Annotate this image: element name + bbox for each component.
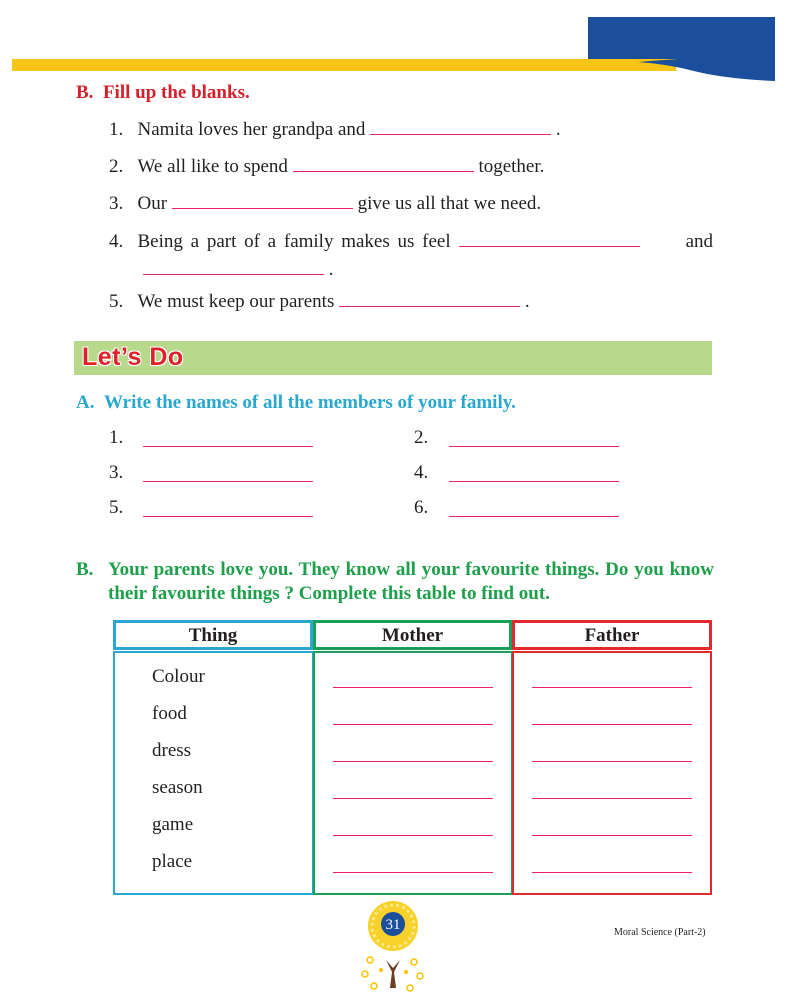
mother-answer-blank[interactable] bbox=[333, 872, 493, 873]
page-number-badge bbox=[356, 900, 432, 996]
answer-blank[interactable] bbox=[293, 157, 474, 172]
blank-item-1 bbox=[109, 119, 561, 141]
fill-blanks-heading bbox=[76, 82, 250, 104]
father-answer-blank[interactable] bbox=[532, 872, 692, 873]
section-letter: A. bbox=[76, 392, 95, 413]
family-members-heading bbox=[76, 392, 516, 414]
item-text-end: . bbox=[555, 119, 561, 140]
item-text-end: together. bbox=[478, 156, 545, 177]
member-blank-2[interactable] bbox=[449, 446, 619, 447]
header-yellow-bar bbox=[12, 59, 676, 71]
mother-answer-blank[interactable] bbox=[333, 687, 493, 688]
table-row-label: place bbox=[152, 851, 193, 872]
book-title-footer: Moral Science (Part-2) bbox=[614, 927, 706, 938]
item-text-end: . bbox=[328, 259, 334, 280]
blank-item-4-line2 bbox=[143, 259, 334, 281]
item-text-end: give us all that we need. bbox=[357, 193, 542, 214]
item-text: We all like to spend bbox=[137, 156, 288, 177]
answer-blank[interactable] bbox=[370, 120, 551, 135]
mother-answer-blank[interactable] bbox=[333, 835, 493, 836]
favourite-things-heading bbox=[76, 558, 714, 606]
tree-icon bbox=[362, 957, 423, 991]
answer-blank[interactable] bbox=[459, 232, 640, 247]
page-number: 31 bbox=[385, 917, 401, 933]
blank-item-4 bbox=[109, 231, 713, 253]
item-number: 5. bbox=[109, 291, 124, 312]
member-number-2: 2. bbox=[414, 427, 429, 448]
member-blank-1[interactable] bbox=[143, 446, 313, 447]
section-title: Fill up the blanks. bbox=[102, 82, 250, 103]
member-blank-4[interactable] bbox=[449, 481, 619, 482]
member-blank-5[interactable] bbox=[143, 516, 313, 517]
father-answer-blank[interactable] bbox=[532, 798, 692, 799]
item-number: 2. bbox=[109, 156, 124, 177]
item-number: 4. bbox=[109, 231, 124, 252]
member-number-3: 3. bbox=[109, 462, 124, 483]
section-letter: B. bbox=[76, 82, 94, 103]
table-column-thing bbox=[113, 651, 314, 895]
item-text: Being a part of a family makes us feel bbox=[137, 231, 451, 252]
item-text: Namita loves her grandpa and bbox=[137, 119, 366, 140]
item-text-end: and bbox=[685, 231, 713, 252]
father-answer-blank[interactable] bbox=[532, 724, 692, 725]
section-title: Write the names of all the members of your family. bbox=[103, 392, 516, 413]
section-title: Your parents love you. They know all your favourite things. Do you know their favourite things ? Complete this table to find out. bbox=[108, 559, 714, 604]
mother-answer-blank[interactable] bbox=[333, 798, 493, 799]
answer-blank[interactable] bbox=[143, 260, 324, 275]
mother-answer-blank[interactable] bbox=[333, 761, 493, 762]
table-row-label: game bbox=[152, 814, 194, 835]
section-letter: B. bbox=[76, 559, 94, 580]
blank-item-2 bbox=[109, 156, 544, 178]
father-answer-blank[interactable] bbox=[532, 687, 692, 688]
answer-blank[interactable] bbox=[172, 194, 353, 209]
father-answer-blank[interactable] bbox=[532, 761, 692, 762]
member-blank-6[interactable] bbox=[449, 516, 619, 517]
blank-item-5 bbox=[109, 291, 530, 313]
member-number-1: 1. bbox=[109, 427, 124, 448]
item-text: We must keep our parents bbox=[137, 291, 335, 312]
table-header-thing: Thing bbox=[113, 620, 313, 650]
table-header-father: Father bbox=[512, 620, 712, 650]
item-text: Our bbox=[137, 193, 168, 214]
header-blue-tab bbox=[588, 17, 787, 81]
item-number: 3. bbox=[109, 193, 124, 214]
member-number-6: 6. bbox=[414, 497, 429, 518]
member-blank-3[interactable] bbox=[143, 481, 313, 482]
item-number: 1. bbox=[109, 119, 124, 140]
member-number-5: 5. bbox=[109, 497, 124, 518]
table-row-label: Colour bbox=[152, 666, 205, 687]
answer-blank[interactable] bbox=[339, 292, 520, 307]
table-header-mother: Mother bbox=[313, 620, 512, 650]
table-row-label: food bbox=[152, 703, 187, 724]
father-answer-blank[interactable] bbox=[532, 835, 692, 836]
item-text-end: . bbox=[524, 291, 530, 312]
member-number-4: 4. bbox=[414, 462, 429, 483]
table-row-label: dress bbox=[152, 740, 192, 761]
lets-do-title: Let’s Do bbox=[82, 343, 184, 371]
mother-answer-blank[interactable] bbox=[333, 724, 493, 725]
table-row-label: season bbox=[152, 777, 203, 798]
blank-item-3 bbox=[109, 193, 541, 215]
